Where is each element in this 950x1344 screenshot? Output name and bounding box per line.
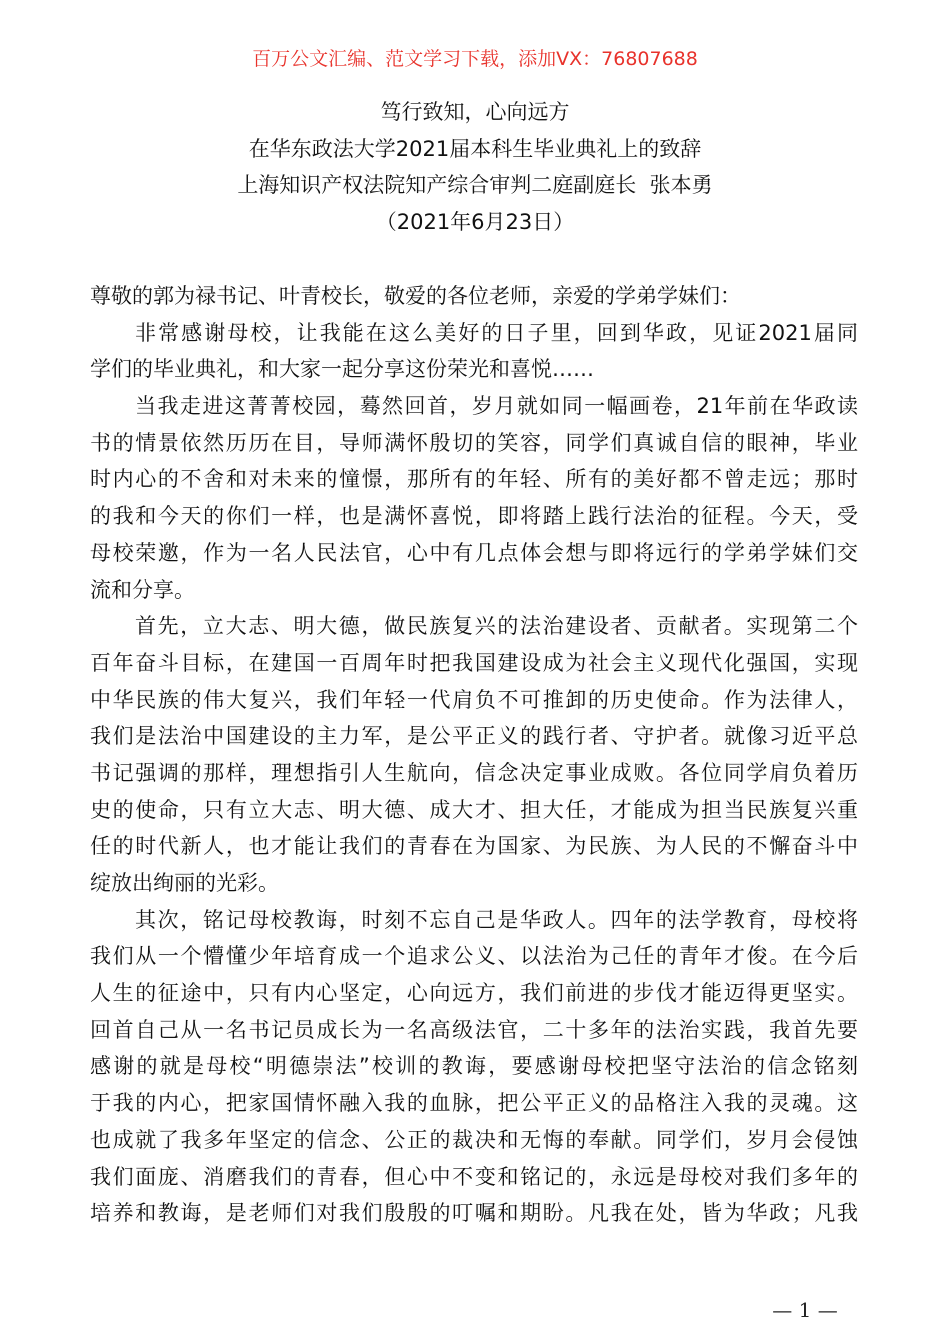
- document-body: [90, 278, 858, 1232]
- paragraph-line: 非常感谢母校，让我能在这么美好的日子里，回到华政，见证2021届同: [135, 320, 858, 345]
- paragraph-line: 史的使命，只有立大志、明大德、成大才、担大任，才能成为担当民族复兴重: [90, 797, 858, 822]
- paragraph-line: 感谢的就是母校“明德崇法”校训的教诲，要感谢母校把坚守法治的信念铭刻: [90, 1054, 858, 1079]
- paragraph-line: 中华民族的伟大复兴，我们年轻一代肩负不可推卸的历史使命。作为法律人，: [90, 687, 858, 712]
- paragraph-line: 我们从一个懵懂少年培育成一个追求公义、以法治为己任的青年才俊。在今后: [90, 944, 858, 969]
- salutation: 尊敬的郭为禄书记、叶青校长，敬爱的各位老师，亲爱的学弟学妹们：: [90, 284, 741, 308]
- paragraph-line: 培养和教诲，是老师们对我们殷殷的叮嘱和期盼。凡我在处，皆为华政；凡我: [90, 1201, 858, 1226]
- paragraph-line: 绽放出绚丽的光彩。: [90, 871, 279, 895]
- paragraph-line: 回首自己从一名书记员成长为一名高级法官，二十多年的法治实践，我首先要: [90, 1017, 858, 1042]
- paragraph-line: 首先，立大志、明大德，做民族复兴的法治建设者、贡献者。实现第二个: [135, 614, 858, 639]
- paragraph: [90, 902, 858, 1232]
- watermark-banner: 百万公文汇编、范文学习下载，添加VX：76807688: [252, 48, 698, 70]
- paragraph-line: 母校荣邀，作为一名人民法官，心中有几点体会想与即将远行的学弟学妹们交: [90, 540, 858, 565]
- document-title: 笃行致知，心向远方: [380, 100, 570, 124]
- paragraph-line: 学们的毕业典礼，和大家一起分享这份荣光和喜悦……: [90, 357, 594, 382]
- paragraph-line: 书记强调的那样，理想指引人生航向，信念决定事业成败。各位同学肩负着历: [90, 760, 858, 785]
- paragraph: [90, 315, 858, 388]
- paragraph-line: 时内心的不舍和对未来的憧憬，那所有的年轻、所有的美好都不曾走远；那时: [90, 467, 858, 492]
- paragraph-line: 当我走进这菁菁校园，蓦然回首，岁月就如同一幅画卷，21年前在华政读: [135, 394, 858, 419]
- paragraph-line: 流和分享。: [90, 577, 195, 602]
- document-header: [0, 94, 950, 241]
- paragraph-line: 的我和今天的你们一样，也是满怀喜悦，即将踏上践行法治的征程。今天，受: [90, 504, 858, 529]
- paragraph: [90, 388, 858, 608]
- paragraph-line: 百年奋斗目标，在建国一百周年时把我国建设成为社会主义现代化强国，实现: [90, 650, 858, 675]
- paragraph-line: 我们是法治中国建设的主力军，是公平正义的践行者、守护者。就像习近平总: [90, 724, 858, 749]
- paragraph-line: 人生的征途中，只有内心坚定，心向远方，我们前进的步伐才能迈得更坚实。: [90, 981, 858, 1006]
- paragraph-line: 我们面庞、消磨我们的青春，但心中不变和铭记的，永远是母校对我们多年的: [90, 1164, 858, 1189]
- speech-date: （2021年6月23日）: [375, 210, 575, 235]
- paragraph-line: 其次，铭记母校教诲，时刻不忘自己是华政人。四年的法学教育，母校将: [135, 907, 858, 932]
- paragraph: [90, 608, 858, 902]
- document-subtitle: 在华东政法大学2021届本科生毕业典礼上的致辞: [248, 136, 702, 161]
- paragraph-line: 书的情景依然历历在目，导师满怀殷切的笑容，同学们真诚自信的眼神，毕业: [90, 430, 858, 455]
- page-number: — 1 —: [772, 1298, 838, 1322]
- paragraph-line: 任的时代新人，也才能让我们的青春在为国家、为民族、为人民的不懈奋斗中: [90, 834, 858, 859]
- speaker-line: 上海知识产权法院知产综合审判二庭副庭长 张本勇: [237, 173, 713, 198]
- paragraph-line: 于我的内心，把家国情怀融入我的血脉，把公平正义的品格注入我的灵魂。这: [90, 1091, 858, 1116]
- paragraph-line: 也成就了我多年坚定的信念、公正的裁决和无悔的奉献。同学们，岁月会侵蚀: [90, 1127, 858, 1152]
